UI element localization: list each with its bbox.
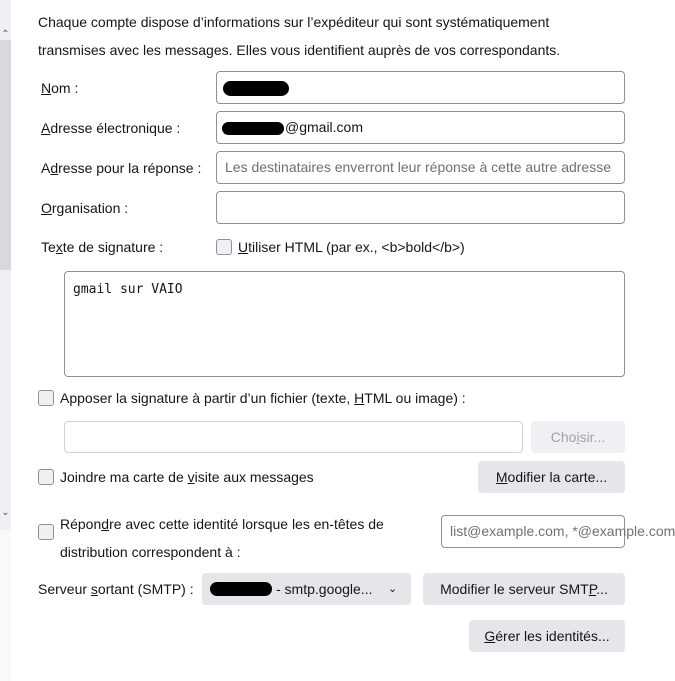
email-domain-text: @gmail.com <box>285 119 364 135</box>
smtp-server-value: - smtp.google... <box>276 581 373 597</box>
scrollbar-thumb[interactable] <box>0 40 11 270</box>
attach-vcard-checkbox[interactable] <box>38 469 54 485</box>
organization-label: Organisation : <box>41 200 129 216</box>
attach-vcard-label[interactable]: Joindre ma carte de visite aux messages <box>60 469 314 485</box>
email-field[interactable] <box>216 111 625 144</box>
attach-signature-checkbox[interactable] <box>38 390 54 406</box>
intro-line-1: Chaque compte dispose d’informations sur l’expéditeur qui sont systématiquement <box>38 14 550 30</box>
signature-label: Texte de signature : <box>41 239 164 255</box>
signature-file-field[interactable] <box>64 421 523 453</box>
chevron-down-icon: ⌄ <box>388 583 398 595</box>
edit-smtp-button[interactable]: Modifier le serveur SMTP... <box>423 573 625 605</box>
edit-card-button[interactable]: Modifier la carte... <box>478 461 625 493</box>
smtp-server-select[interactable] <box>202 573 411 605</box>
scroll-up-chevron-icon[interactable]: ⌃ <box>1 29 10 40</box>
use-html-checkbox[interactable] <box>216 239 232 255</box>
intro-text <box>38 8 628 64</box>
redacted-smtp-account <box>210 582 272 596</box>
choose-file-button[interactable]: Choisir... <box>531 421 625 453</box>
intro-line-2: transmises avec les messages. Elles vous identifient auprès de vos correspondants. <box>38 42 561 58</box>
reply-identity-field[interactable]: list@example.com, *@example.com <box>441 515 625 548</box>
reply-identity-label[interactable] <box>60 510 384 566</box>
redacted-email-user <box>222 122 284 135</box>
smtp-label: Serveur sortant (SMTP) : <box>38 581 194 597</box>
use-html-label[interactable]: Utiliser HTML (par ex., <b>bold</b>) <box>238 239 465 255</box>
scroll-down-chevron-icon[interactable]: ⌄ <box>1 507 10 518</box>
manage-identities-button[interactable]: Gérer les identités... <box>469 620 625 652</box>
name-field[interactable] <box>216 71 625 104</box>
reply-identity-line-2: distribution correspondent à : <box>60 544 241 560</box>
scrollbar-lower-track <box>0 530 11 681</box>
organization-field[interactable] <box>216 191 625 224</box>
reply-to-field[interactable]: Les destinataires enverront leur réponse à cette autre adresse <box>216 151 625 184</box>
email-label: Adresse électronique : <box>41 120 181 136</box>
redacted-name <box>223 81 289 96</box>
name-label: Nom : <box>41 80 79 96</box>
signature-textarea[interactable]: gmail sur VAIO <box>64 271 625 377</box>
attach-signature-label[interactable]: Apposer la signature à partir d’un fichier (texte, HTML ou image) : <box>60 390 466 406</box>
reply-identity-line-1: Répondre avec cette identité lorsque les en-têtes de <box>60 516 384 532</box>
reply-identity-checkbox[interactable] <box>38 524 54 540</box>
reply-to-label: Adresse pour la réponse : <box>41 160 202 176</box>
